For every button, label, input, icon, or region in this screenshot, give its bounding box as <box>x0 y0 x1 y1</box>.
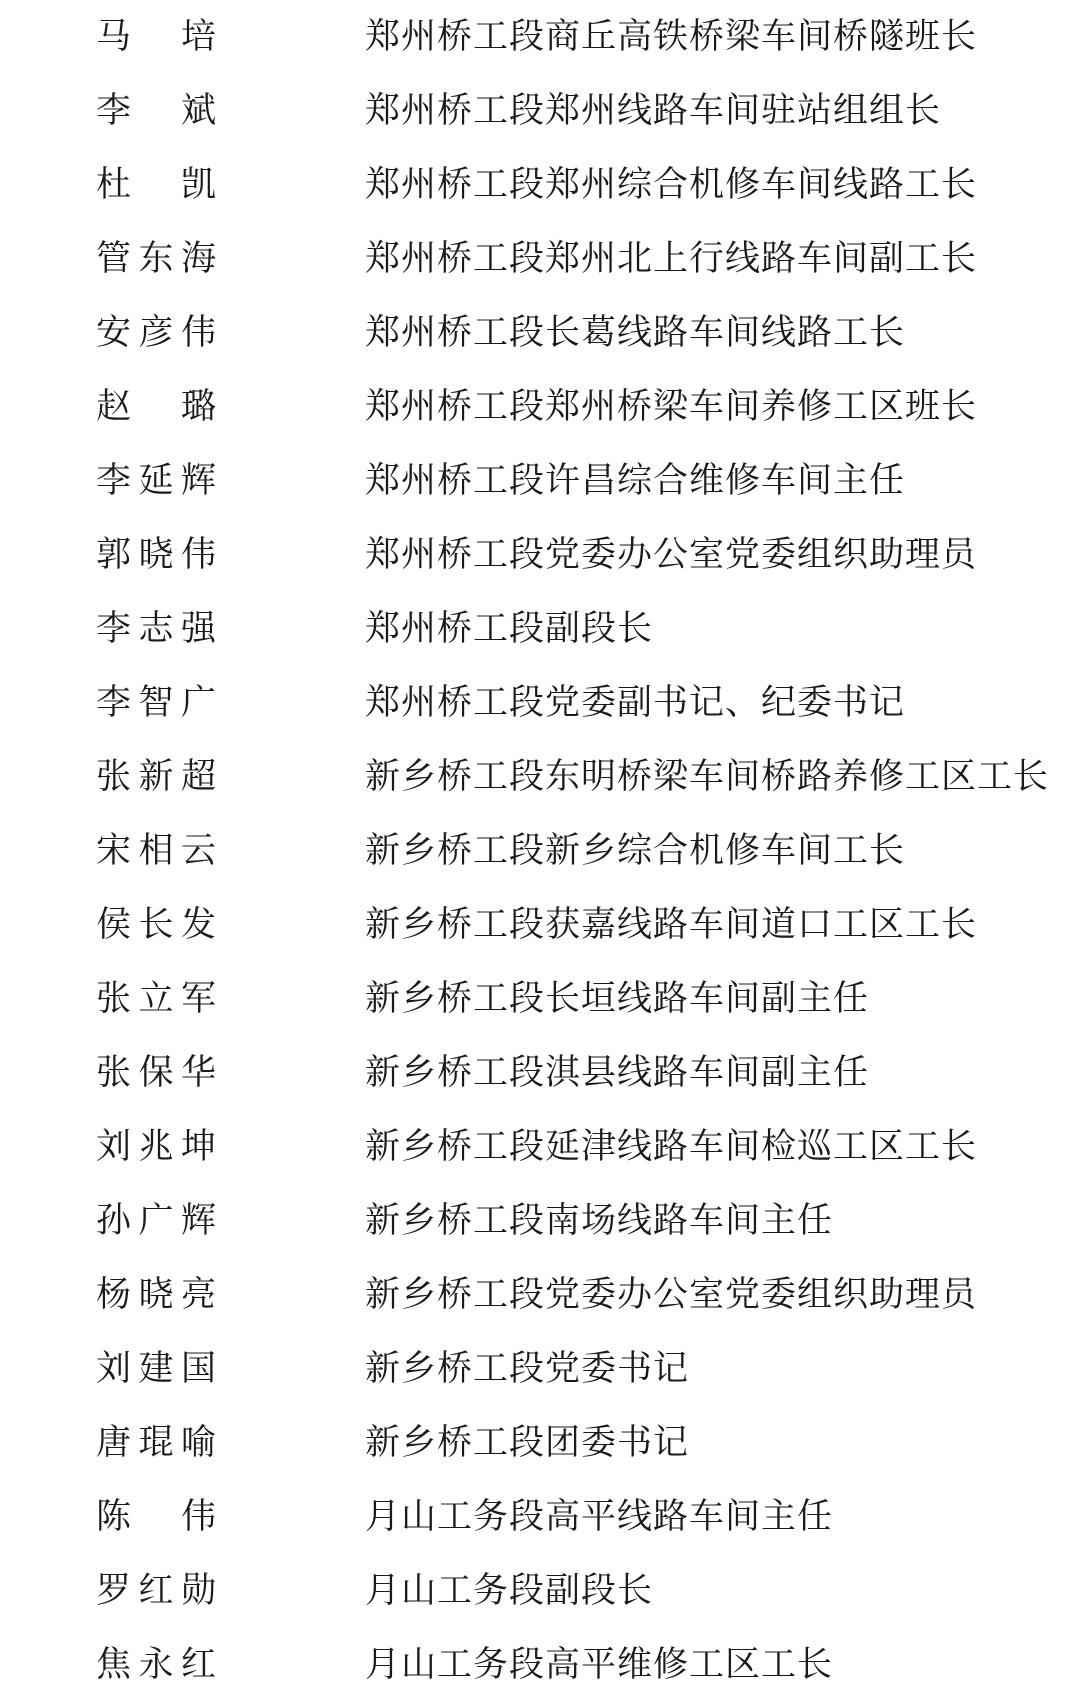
person-position: 郑州桥工段副段长 <box>365 609 654 649</box>
list-item <box>0 74 1079 148</box>
list-item <box>0 1406 1079 1480</box>
person-name: 张保华 <box>96 1053 216 1093</box>
person-position: 郑州桥工段郑州桥梁车间养修工区班长 <box>365 387 978 427</box>
person-name: 李延辉 <box>96 461 216 501</box>
list-item <box>0 1554 1079 1628</box>
person-name: 唐琨喻 <box>96 1423 216 1463</box>
person-position: 新乡桥工段党委书记 <box>365 1349 690 1389</box>
person-name: 杜 凯 <box>96 165 216 205</box>
person-position: 新乡桥工段长垣线路车间副主任 <box>365 979 870 1019</box>
list-item <box>0 962 1079 1036</box>
list-item <box>0 1258 1079 1332</box>
person-position: 新乡桥工段延津线路车间检巡工区工长 <box>365 1127 978 1167</box>
list-item <box>0 592 1079 666</box>
person-position: 新乡桥工段淇县线路车间副主任 <box>365 1053 870 1093</box>
person-name: 杨晓亮 <box>96 1275 216 1315</box>
person-name: 焦永红 <box>96 1645 216 1685</box>
person-name: 郭晓伟 <box>96 535 216 575</box>
person-name: 马 培 <box>96 17 216 57</box>
list-item <box>0 1628 1079 1702</box>
person-position: 郑州桥工段许昌综合维修车间主任 <box>365 461 906 501</box>
list-item <box>0 0 1079 74</box>
person-position: 月山工务段副段长 <box>365 1571 654 1611</box>
person-name: 宋相云 <box>96 831 216 871</box>
person-name: 赵 璐 <box>96 387 216 427</box>
person-name: 陈 伟 <box>96 1497 216 1537</box>
person-name: 张新超 <box>96 757 216 797</box>
person-position: 郑州桥工段商丘高铁桥梁车间桥隧班长 <box>365 17 978 57</box>
person-name: 李智广 <box>96 683 216 723</box>
person-name: 刘兆坤 <box>96 1127 216 1167</box>
person-position: 新乡桥工段东明桥梁车间桥路养修工区工长 <box>365 757 1050 797</box>
person-position: 新乡桥工段获嘉线路车间道口工区工长 <box>365 905 978 945</box>
list-item <box>0 1110 1079 1184</box>
person-position: 新乡桥工段党委办公室党委组织助理员 <box>365 1275 978 1315</box>
person-position: 月山工务段高平维修工区工长 <box>365 1645 834 1685</box>
person-name: 李志强 <box>96 609 216 649</box>
person-position: 郑州桥工段郑州线路车间驻站组组长 <box>365 91 942 131</box>
person-position: 郑州桥工段郑州北上行线路车间副工长 <box>365 239 978 279</box>
list-item <box>0 148 1079 222</box>
person-name: 孙广辉 <box>96 1201 216 1241</box>
list-item <box>0 1480 1079 1554</box>
list-item <box>0 740 1079 814</box>
person-name: 安彦伟 <box>96 313 216 353</box>
person-name: 张立军 <box>96 979 216 1019</box>
person-name: 管东海 <box>96 239 216 279</box>
person-name: 李 斌 <box>96 91 216 131</box>
person-position: 新乡桥工段新乡综合机修车间工长 <box>365 831 906 871</box>
list-item <box>0 888 1079 962</box>
list-item <box>0 222 1079 296</box>
person-name: 刘建国 <box>96 1349 216 1389</box>
list-item <box>0 814 1079 888</box>
list-item <box>0 1036 1079 1110</box>
list-item <box>0 444 1079 518</box>
list-item <box>0 296 1079 370</box>
list-item <box>0 1184 1079 1258</box>
person-position: 月山工务段高平线路车间主任 <box>365 1497 834 1537</box>
person-position: 郑州桥工段郑州综合机修车间线路工长 <box>365 165 978 205</box>
person-name: 罗红勋 <box>96 1571 216 1611</box>
person-position: 新乡桥工段南场线路车间主任 <box>365 1201 834 1241</box>
list-item <box>0 370 1079 444</box>
person-position: 郑州桥工段党委副书记、纪委书记 <box>365 683 906 723</box>
person-position: 郑州桥工段长葛线路车间线路工长 <box>365 313 906 353</box>
person-position: 郑州桥工段党委办公室党委组织助理员 <box>365 535 978 575</box>
list-item <box>0 1332 1079 1406</box>
list-item <box>0 518 1079 592</box>
list-item <box>0 666 1079 740</box>
person-position: 新乡桥工段团委书记 <box>365 1423 690 1463</box>
person-name: 侯长发 <box>96 905 216 945</box>
